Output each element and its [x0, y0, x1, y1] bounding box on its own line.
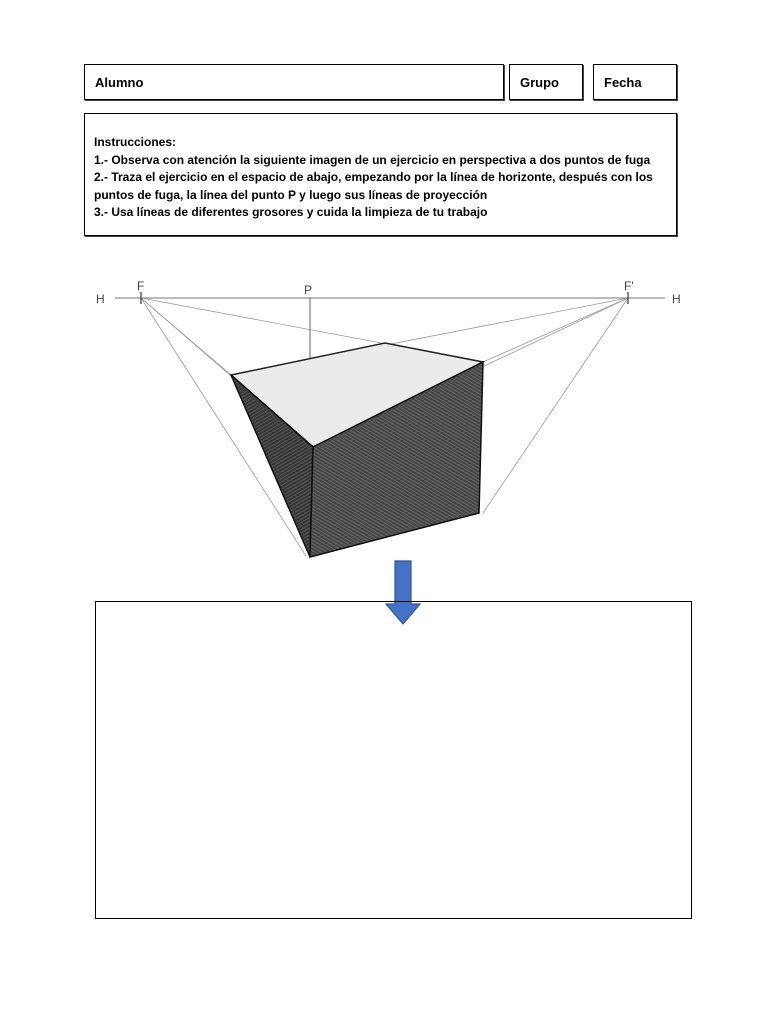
- grupo-label: Grupo: [520, 75, 559, 90]
- fecha-label: Fecha: [604, 75, 642, 90]
- grupo-field[interactable]: [509, 64, 583, 100]
- vanishing-point-f-prime-label: F': [624, 279, 634, 293]
- instruction-line-2: 2.- Traza el ejercicio en el espacio de abajo, empezando por la línea de horizonte, después con los puntos de fuga, la línea del punto P y luego sus líneas de proyección: [94, 170, 653, 202]
- instruction-line-1: 1.- Observa con atención la siguiente imagen de un ejercicio en perspectiva a dos puntos de fuga: [94, 152, 651, 167]
- point-p-label: P: [304, 283, 313, 297]
- horizon-label-right: H: [672, 292, 681, 306]
- instructions-title: Instrucciones:: [94, 135, 177, 149]
- alumno-field[interactable]: [84, 64, 504, 100]
- fecha-field[interactable]: [593, 64, 677, 100]
- horizon-label-left: H: [96, 292, 105, 306]
- instructions-box: [84, 113, 677, 236]
- drawing-work-area[interactable]: [95, 601, 692, 919]
- perspective-drawing: [0, 270, 768, 570]
- vanishing-point-f-label: F: [137, 279, 145, 293]
- instruction-line-3: 3.- Usa líneas de diferentes grosores y cuida la limpieza de tu trabajo: [94, 205, 488, 219]
- alumno-label: Alumno: [95, 75, 144, 90]
